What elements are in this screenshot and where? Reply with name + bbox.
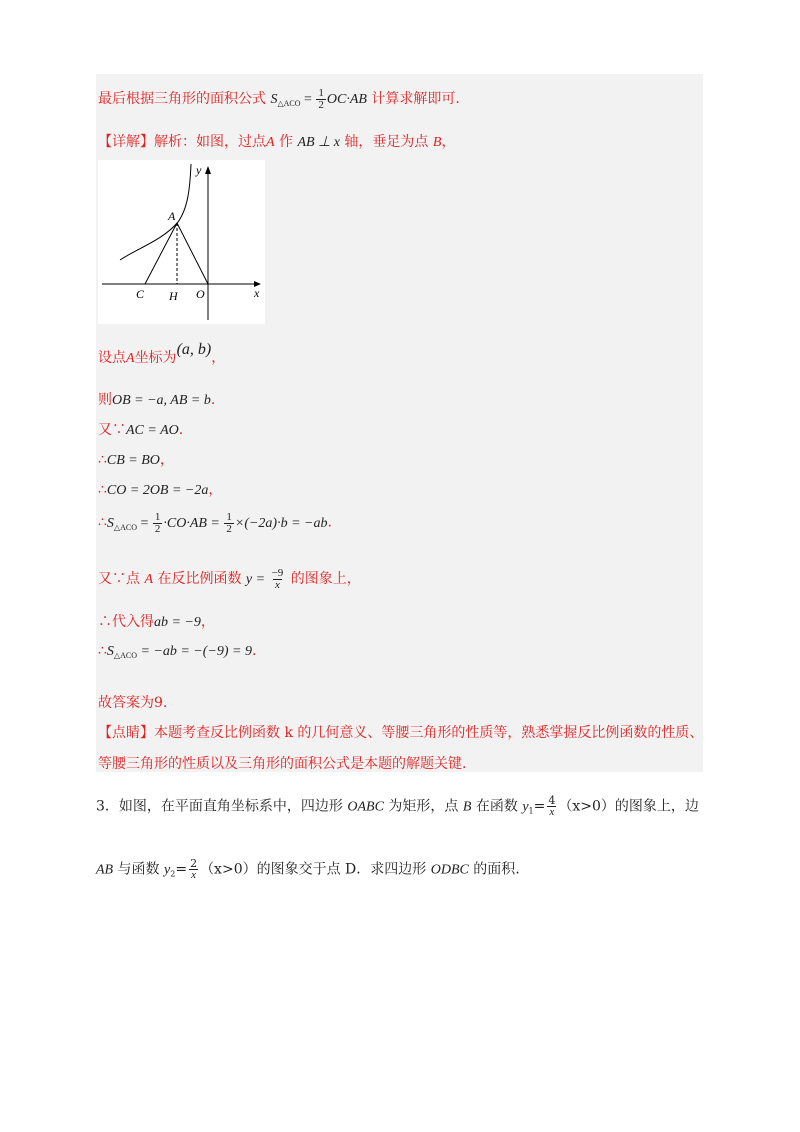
formula-tail: OC·AB xyxy=(326,92,367,107)
point-A: A xyxy=(144,572,154,587)
fraction-numerator: 4 xyxy=(548,794,556,807)
text: ， xyxy=(441,134,456,150)
solution-line-1 xyxy=(98,88,460,111)
perpendicular-expr: AB ⊥ x xyxy=(297,135,340,150)
text: 在反比例函数 xyxy=(153,571,246,587)
text: 最后根据三角形的面积公式 xyxy=(98,91,266,107)
math-expr: AC = AO xyxy=(126,423,179,438)
solution-line-7 xyxy=(98,479,222,499)
function-y2: y xyxy=(164,862,171,878)
text: ， xyxy=(200,614,215,630)
figure-svg xyxy=(98,160,265,324)
text: 的图象上，边 xyxy=(614,798,699,815)
coordinate-expr: (a, b) xyxy=(176,341,212,358)
equals: = xyxy=(300,92,316,107)
fraction-numerator: 2 xyxy=(190,857,198,870)
area-symbol: S xyxy=(106,515,114,531)
y-label: y xyxy=(196,163,202,177)
segment-AO xyxy=(177,223,208,284)
text: 又∵ xyxy=(98,422,126,438)
question-number: 3． xyxy=(96,798,119,815)
text: ， xyxy=(208,482,223,498)
text: 与函数 xyxy=(113,861,165,878)
text: 如图，在平面直角坐标系中，四边形 xyxy=(118,798,348,815)
solution-line-14 xyxy=(98,753,466,773)
math-expr: CO = 2OB = −2a xyxy=(106,483,209,498)
area-subscript: △ACO xyxy=(277,99,301,108)
text: 在函数 xyxy=(471,798,523,815)
solution-line-10 xyxy=(98,611,215,631)
text: ∴ xyxy=(98,452,107,468)
label-H: H xyxy=(169,289,178,303)
solution-line-6 xyxy=(98,449,174,469)
text: 则 xyxy=(98,392,112,408)
function-y: y = xyxy=(245,572,269,587)
area-subscript: △ACO xyxy=(113,651,137,660)
math-expr: ab = −9 xyxy=(154,615,201,630)
comment-bracket-label: 【点睛】 xyxy=(98,725,154,741)
fraction-numerator: −9 xyxy=(271,567,284,580)
text: . xyxy=(251,643,257,659)
question-3-line-2 xyxy=(96,858,520,881)
solution-line-2 xyxy=(98,131,455,151)
text: 解析：如图，过点 xyxy=(154,134,266,150)
label-A: A xyxy=(168,209,176,223)
solution-line-3 xyxy=(98,341,226,367)
label-C: C xyxy=(136,287,145,301)
condition: （x>0） xyxy=(558,798,615,815)
edge-AB: AB xyxy=(96,862,114,878)
math-tail: ×(−2a)·b = −ab xyxy=(234,515,328,531)
text: ∴代入得 xyxy=(98,614,154,630)
y-axis-arrow-icon xyxy=(205,166,211,174)
text: 坐标为 xyxy=(134,350,177,366)
solution-line-11 xyxy=(98,643,256,660)
point-B: B xyxy=(462,799,472,815)
y2-subscript: 2 xyxy=(170,869,176,879)
text: 又∵点 xyxy=(98,571,145,587)
solution-line-5 xyxy=(98,419,183,439)
solution-line-9 xyxy=(98,568,361,591)
comment-text: 本题考查反比例函数 k 的几何意义、等腰三角形的性质等，熟悉掌握反比例函数的性质、 xyxy=(154,725,704,741)
text: . xyxy=(327,514,332,531)
math-expr: = −ab = −(−9) = 9 xyxy=(136,644,252,659)
answer-text: 故答案为9. xyxy=(98,695,168,711)
coordinate-figure xyxy=(98,160,265,324)
condition: （x>0） xyxy=(200,861,257,878)
fraction-denominator: x xyxy=(191,869,196,881)
fraction-denominator: 2 xyxy=(318,99,324,112)
fraction-denominator: x xyxy=(549,806,555,818)
text: ， xyxy=(159,452,174,468)
text: . xyxy=(178,422,184,438)
function-y1: y xyxy=(522,799,529,815)
equals: = xyxy=(136,515,152,531)
text: ∴ xyxy=(98,514,107,531)
text: 作 xyxy=(274,134,298,150)
solution-line-12 xyxy=(98,692,167,712)
text: ∴ xyxy=(98,643,107,659)
text: 的图象上， xyxy=(286,571,361,587)
x-label: x xyxy=(254,286,260,300)
hyperbola-curve xyxy=(120,164,191,260)
solution-line-4 xyxy=(98,389,215,409)
question-3-line-1 xyxy=(96,795,699,818)
text: . xyxy=(210,392,216,408)
text: ∴ xyxy=(98,482,107,498)
text: 为矩形，点 xyxy=(383,798,463,815)
text: 轴，垂足为点 xyxy=(339,134,433,150)
fraction-numerator: 1 xyxy=(154,511,161,523)
text: 的面积. xyxy=(468,861,520,878)
text: 设点 xyxy=(98,350,126,366)
detail-bracket-label: 【详解】 xyxy=(98,134,154,150)
segment-AC xyxy=(145,223,177,284)
solution-line-13 xyxy=(98,722,703,742)
label-O: O xyxy=(196,287,205,301)
area-subscript: △ACO xyxy=(113,522,137,532)
fraction-denominator: 2 xyxy=(226,523,232,535)
equals: = xyxy=(175,861,188,878)
math-expr: OB = −a, AB = b xyxy=(112,393,211,408)
point-B: B xyxy=(432,135,442,150)
quad-OABC: OABC xyxy=(347,799,384,815)
area-symbol: S xyxy=(270,92,278,107)
point-A: A xyxy=(126,351,135,366)
y1-subscript: 1 xyxy=(528,806,534,816)
solution-line-8 xyxy=(98,512,332,535)
equals: = xyxy=(533,798,546,815)
quad-ODBC: ODBC xyxy=(430,862,469,878)
text: ， xyxy=(211,350,226,366)
math-middle: ·CO·AB = xyxy=(163,515,224,531)
text-tail: 计算求解即可. xyxy=(371,91,460,107)
comment-text: 等腰三角形的性质以及三角形的面积公式是本题的解题关键. xyxy=(98,756,467,772)
math-expr: CB = BO xyxy=(106,453,160,468)
fraction-denominator: x xyxy=(275,579,280,592)
fraction-numerator: 1 xyxy=(226,511,232,523)
fraction-denominator: 2 xyxy=(154,523,161,535)
fraction-numerator: 1 xyxy=(318,87,324,100)
text: 的图象交于点 D．求四边形 xyxy=(256,861,431,878)
area-symbol: S xyxy=(106,644,114,659)
point-A: A xyxy=(266,135,275,150)
